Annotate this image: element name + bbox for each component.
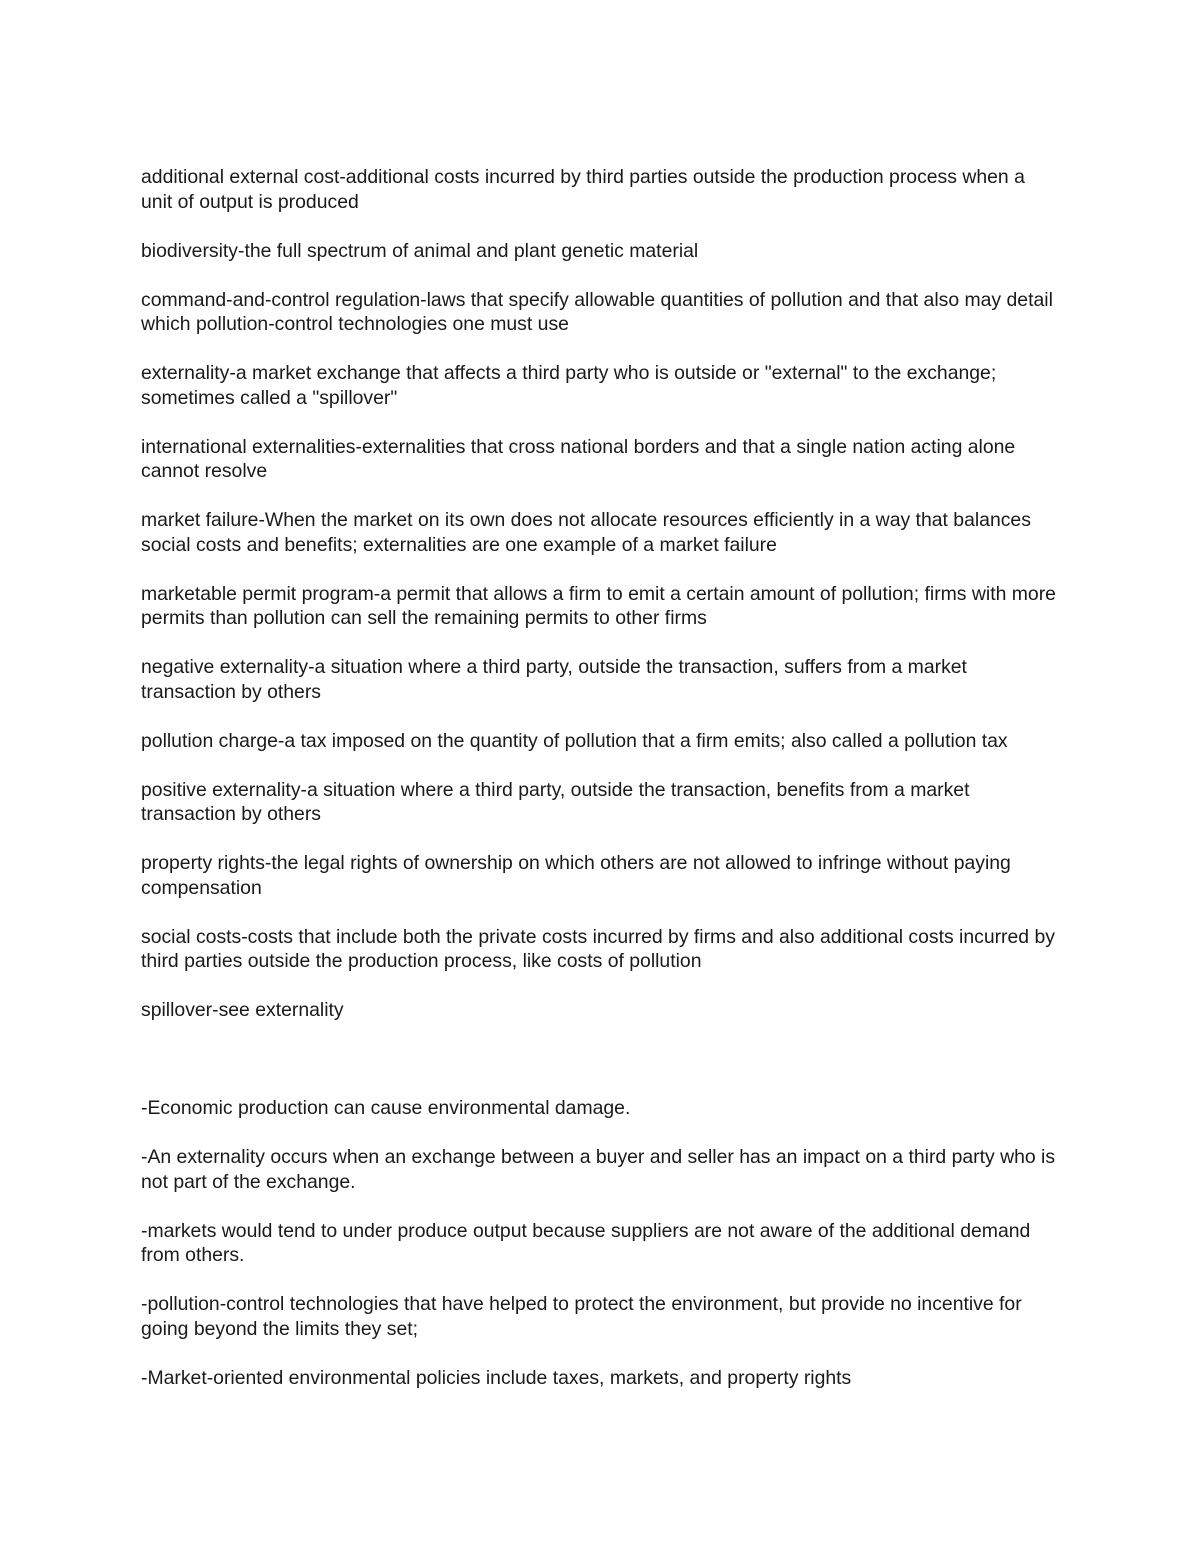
note-item: -pollution-control technologies that have helped to protect the environment, but provide no incentive for going beyond the limits they set; xyxy=(141,1293,1022,1340)
glossary-entry-negative-externality: negative externality-a situation where a third party, outside the transaction, suffers from a market transaction by others xyxy=(141,656,967,703)
glossary-entry-marketable-permit: marketable permit program-a permit that allows a firm to emit a certain amount of pollution; firms with more permits than pollution can sell the remaining permits to other firms xyxy=(141,582,1056,629)
glossary-entry-property-rights: property rights-the legal rights of ownership on which others are not allowed to infringe without paying compensation xyxy=(141,852,1011,899)
glossary-entry-biodiversity: biodiversity-the full spectrum of animal and plant genetic material xyxy=(141,239,699,262)
note-item: -An externality occurs when an exchange between a buyer and seller has an impact on a third party who is not part of the exchange. xyxy=(141,1146,1056,1193)
glossary-entry-international-externalities: international externalities-externalities that cross national borders and that a single nation acting alone cannot resolve xyxy=(141,435,1016,482)
glossary-entry-positive-externality: positive externality-a situation where a third party, outside the transaction, benefits from a market transaction by others xyxy=(141,778,970,825)
glossary-entry-social-costs: social costs-costs that include both the private costs incurred by firms and also additional costs incurred by third parties outside the production process, like costs of pollution xyxy=(141,925,1055,972)
note-item: -Market-oriented environmental policies include taxes, markets, and property rights xyxy=(141,1366,852,1389)
glossary-entry-spillover: spillover-see externality xyxy=(141,999,344,1021)
glossary-entry-additional-external-cost: additional external cost-additional costs incurred by third parties outside the production process when a unit of output is produced xyxy=(141,166,1025,213)
section-spacer xyxy=(141,1047,1061,1096)
note-item: -markets would tend to under produce output because suppliers are not aware of the additional demand from others. xyxy=(141,1219,1031,1266)
document-page xyxy=(141,165,1061,1415)
glossary-entry-externality: externality-a market exchange that affects a third party who is outside or "external" to the exchange; sometimes called a "spillover" xyxy=(141,362,997,409)
note-item: -Economic production can cause environmental damage. xyxy=(141,1097,631,1119)
glossary-entry-market-failure: market failure-When the market on its own does not allocate resources efficiently in a way that balances social costs and benefits; externalities are one example of a market failure xyxy=(141,509,1031,556)
glossary-entry-command-and-control: command-and-control regulation-laws that specify allowable quantities of pollution and that also may detail which pollution-control technologies one must use xyxy=(141,288,1053,335)
glossary-entry-pollution-charge: pollution charge-a tax imposed on the quantity of pollution that a firm emits; also called a pollution tax xyxy=(141,729,1008,752)
